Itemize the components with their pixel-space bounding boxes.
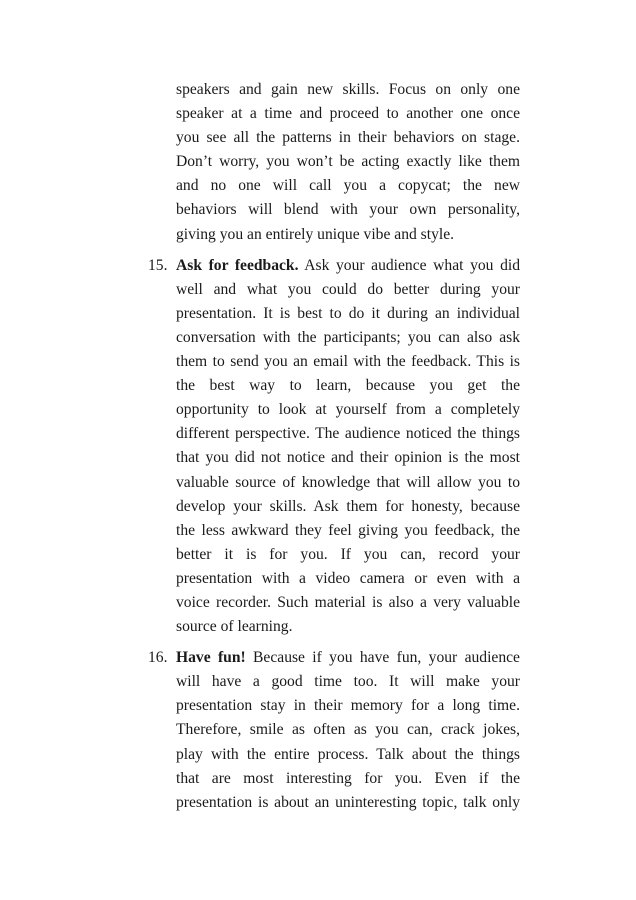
list-number: 16. (148, 649, 168, 667)
text-line: different perspective. The audience noticed the things (176, 425, 520, 443)
text-line: Therefore, smile as often as you can, crack jokes, (176, 721, 520, 739)
text-line: you see all the patterns in their behaviors on stage. (176, 129, 520, 147)
item-heading: Have fun! (176, 649, 246, 667)
text-line: source of learning. (176, 618, 293, 636)
text-line: that are most interesting for you. Even if the (176, 769, 520, 787)
text-column (148, 78, 520, 815)
text-line: the best way to learn, because you get the (176, 377, 520, 395)
text-line: play with the entire process. Talk about the things (176, 745, 520, 763)
text-line: will have a good time too. It will make your (176, 673, 520, 691)
item-text: Ask your audience what you did (298, 256, 520, 274)
text-line: presentation. It is best to do it during an individual (176, 304, 520, 322)
text-line: presentation with a video camera or even with a (176, 569, 520, 587)
text-line: Don’t worry, you won’t be acting exactly like them (176, 153, 520, 171)
text-line: speaker at a time and proceed to another one once (176, 105, 520, 123)
text-line: better it is for you. If you can, record your (176, 545, 520, 563)
text-line: conversation with the participants; you can also ask (176, 328, 520, 346)
text-line: well and what you could do better during your (176, 280, 520, 298)
text-line: presentation stay in their memory for a long time. (176, 697, 520, 715)
item-text: Because if you have fun, your audience (245, 649, 520, 667)
text-line: behaviors will blend with your own personality, (176, 201, 520, 219)
text-line: presentation is about an uninteresting topic, talk only (176, 793, 520, 811)
text-line: voice recorder. Such material is also a very valuable (176, 593, 520, 611)
list-item-15 (148, 254, 520, 640)
text-line (148, 254, 520, 278)
text-line: the less awkward they feel giving you feedback, the (176, 521, 520, 539)
list-number: 15. (148, 256, 168, 274)
text-line: giving you an entirely unique vibe and style. (176, 225, 455, 243)
text-line: opportunity to look at yourself from a completely (176, 401, 520, 419)
text-line: and no one will call you a copycat; the new (176, 177, 520, 195)
text-line (148, 646, 520, 670)
continuation-paragraph (176, 78, 520, 247)
text-line: valuable source of knowledge that will allow you to (176, 473, 520, 491)
text-line: them to send you an email with the feedback. This is (176, 353, 520, 371)
item-heading: Ask for feedback. (176, 256, 299, 274)
text-line: speakers and gain new skills. Focus on only one (176, 81, 520, 98)
list-item-16 (148, 646, 520, 815)
text-line: develop your skills. Ask them for honesty, because (176, 497, 520, 515)
text-line: that you did not notice and their opinion is the most (176, 449, 520, 467)
